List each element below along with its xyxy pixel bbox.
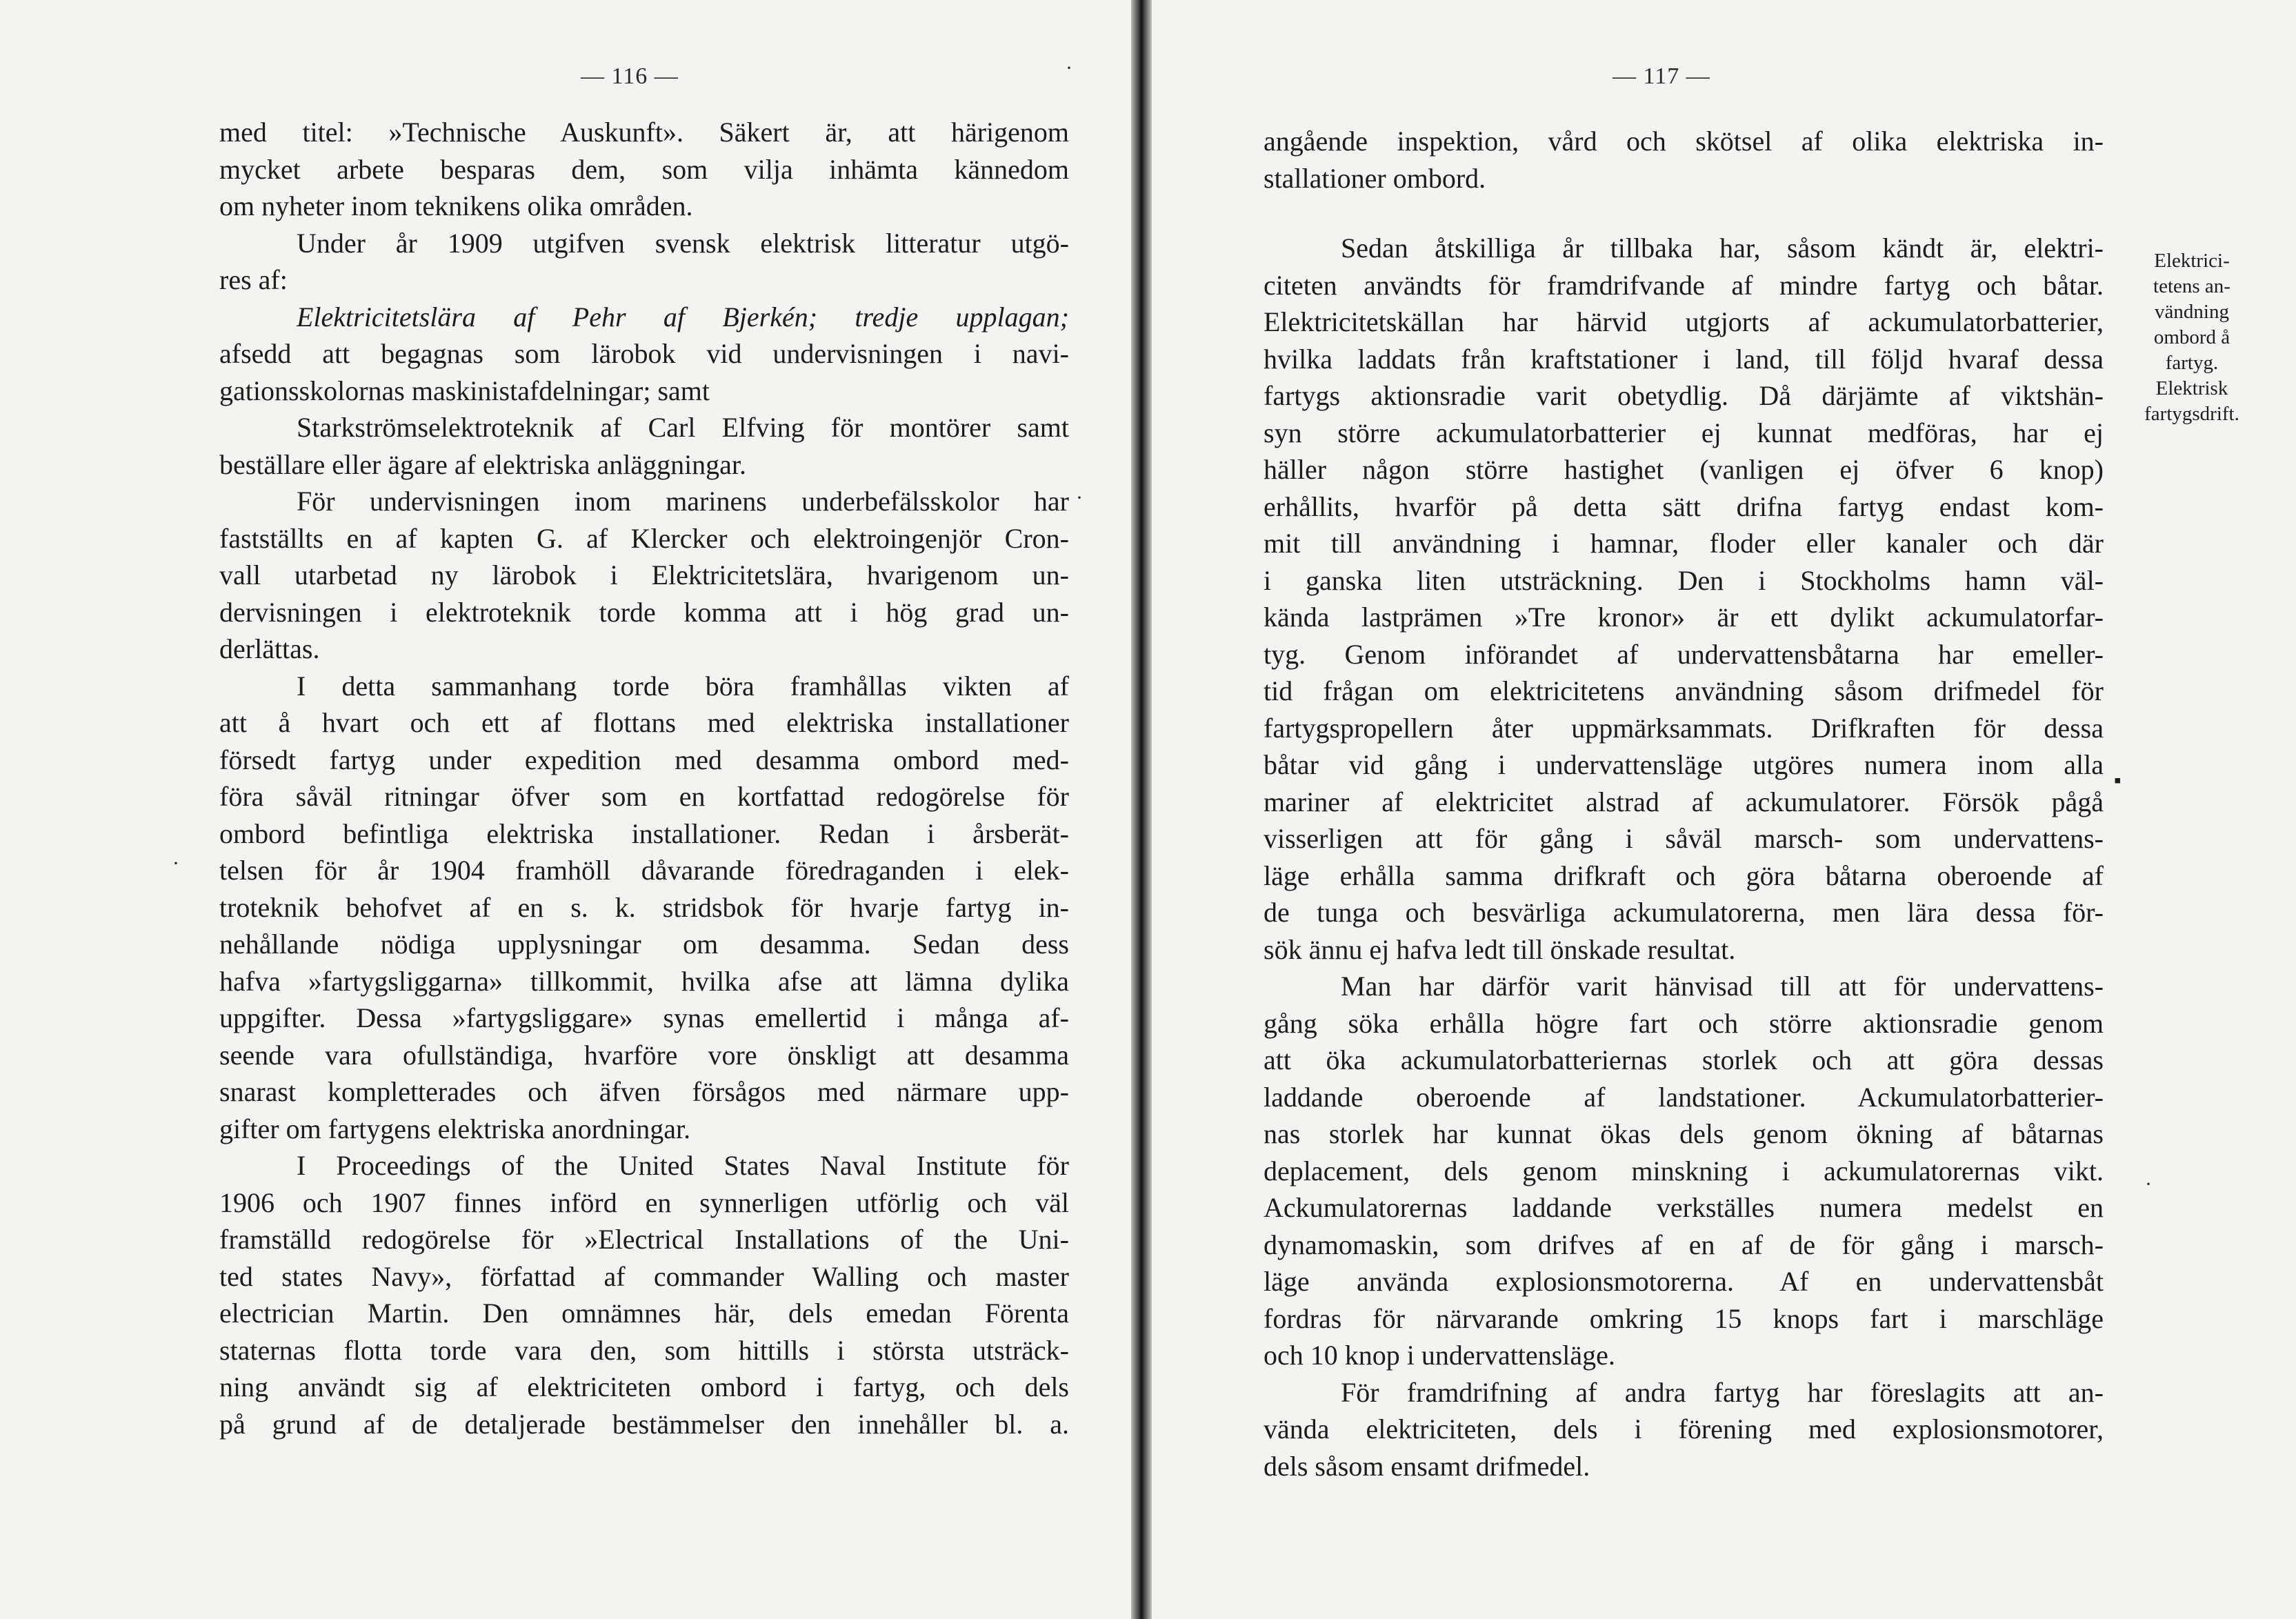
text-line xyxy=(219,299,1069,336)
right-page xyxy=(1152,0,2296,1619)
text-line: kända lastprämen »Tre kronor» är ett dylikt ackumulatorfar- xyxy=(1264,602,2104,633)
text-line: stallationer ombord. xyxy=(1264,162,1486,194)
text-line: Starkströmselektroteknik af Carl Elfving för montörer samt xyxy=(297,412,1069,443)
text-line: med titel: »Technische Auskunft». Säkert är, att härigenom xyxy=(219,117,1069,148)
text-line: 1906 och 1907 finnes införd en synnerligen utförlig och väl xyxy=(219,1186,1069,1218)
print-speck: · xyxy=(2145,1173,2152,1195)
text-line: För framdrifning af andra fartyg har föreslagits att an- xyxy=(1341,1376,2104,1408)
text-line: försedt fartyg under expedition med desamma ombord med- xyxy=(219,744,1069,775)
text-line: res af: xyxy=(219,264,288,295)
text-line: tid frågan om elektricitetens användning såsom drifmedel för xyxy=(1264,675,2104,706)
text-line: fartygs aktionsradie varit obetydlig. Då därjämte af viktshän- xyxy=(1264,380,2104,411)
text-line: ning användt sig af elektriciteten ombord i fartyg, och dels xyxy=(219,1371,1069,1402)
text-line: hafva »fartygsliggarna» tillkommit, hvilka afse att lämna dylika xyxy=(219,965,1069,997)
text-line: dervisningen i elektroteknik torde komma att i hög grad un- xyxy=(219,596,1069,628)
text-line: Elektricitetskällan har härvid utgjorts af ackumulatorbatterier, xyxy=(1264,306,2104,337)
text-line: läge använda explosionsmotorerna. Af en undervattensbåt xyxy=(1264,1266,2104,1297)
text-line: dynamomaskin, som drifves af en af de för gång i marsch- xyxy=(1264,1229,2104,1260)
print-speck: · xyxy=(1066,57,1072,79)
text-line: Ackumulatorernas laddande verkställes numera medelst en xyxy=(1264,1192,2104,1223)
text-line: att å hvart och ett af flottans med elektriska installationer xyxy=(219,707,1069,738)
text-line: båtar vid gång i undervattensläge utgöres numera inom alla xyxy=(1264,749,2104,780)
margin-note-line: fartyg. xyxy=(2165,352,2219,374)
left-page-body xyxy=(219,114,1069,1442)
text-line: visserligen att för gång i såväl marsch- som undervattens- xyxy=(1264,823,2104,854)
text-line: tyg. Genom införandet af undervattensbåtarna har emeller- xyxy=(1264,638,2104,670)
text-line: angående inspektion, vård och skötsel af olika elektriska in- xyxy=(1264,126,2104,157)
text-line: I detta sammanhang torde böra framhållas vikten af xyxy=(297,670,1069,702)
text-line: gifter om fartygens elektriska anordningar. xyxy=(219,1113,691,1144)
text-line: troteknik behofvet af en s. k. stridsbok för hvarje fartyg in- xyxy=(219,891,1069,923)
text-line: telsen för år 1904 framhöll dåvarande föredraganden i elek- xyxy=(219,855,1069,886)
text-line: ombord befintliga elektriska installationer. Redan i årsberät- xyxy=(219,817,1069,849)
text-line: Under år 1909 utgifven svensk elektrisk litteratur utgö- xyxy=(297,227,1069,259)
text-line: dels såsom ensamt drifmedel. xyxy=(1264,1450,1590,1482)
text-line: fordras för närvarande omkring 15 knops fart i marschläge xyxy=(1264,1302,2104,1334)
margin-note xyxy=(2113,248,2271,427)
text-line: läge erhålla samma drifkraft och göra båtarna oberoende af xyxy=(1264,860,2104,891)
text-line: fastställts en af kapten G. af Klercker och elektroingenjör Cron- xyxy=(219,522,1069,554)
text-line: mariner af elektricitet alstrad af ackumulatorer. Försök pågå xyxy=(1264,786,2104,817)
text-line: electrician Martin. Den omnämnes här, dels emedan Förenta xyxy=(219,1298,1069,1329)
text-line: nehållande nödiga upplysningar om desamma. Sedan dess xyxy=(219,928,1069,960)
text-line: syn större ackumulatorbatterier ej kunnat medföras, har ej xyxy=(1264,417,2104,448)
text-line-content: Elektricitetslära af Pehr af Bjerkén; tredje upplagan; xyxy=(297,301,1069,332)
text-line: deplacement, dels genom minskning i ackumulatorernas vikt. xyxy=(1264,1155,2104,1186)
text-line: staternas flotta torde vara den, som hittills i största utsträck- xyxy=(219,1334,1069,1366)
margin-note-line: ombord å xyxy=(2153,326,2230,348)
text-line: uppgifter. Dessa »fartygsliggare» synas emellertid i många af- xyxy=(219,1002,1069,1033)
text-line: fartygspropellern åter uppmärksammats. Drifkraften för dessa xyxy=(1264,712,2104,744)
print-speck: · xyxy=(1076,486,1083,509)
text-line: att öka ackumulatorbatteriernas storlek och att göra dessas xyxy=(1264,1044,2104,1075)
text-line: I Proceedings of the United States Naval Institute för xyxy=(297,1150,1069,1181)
book-gutter xyxy=(1131,0,1152,1619)
text-line: citeten användts för framdrifvande af mindre fartyg och båtar. xyxy=(1264,269,2104,301)
text-line: Sedan åtskilliga år tillbaka har, såsom kändt är, elektri- xyxy=(1341,232,2104,264)
print-speck: ▪ xyxy=(2114,769,2122,792)
right-page-number: — 117 — xyxy=(1613,63,1710,89)
text-line: vall utarbetad ny lärobok i Elektricitetslära, hvarigenom un- xyxy=(219,559,1069,590)
text-line: framställd redogörelse för »Electrical Installations of the Uni- xyxy=(219,1224,1069,1255)
margin-note-line: fartygsdrift. xyxy=(2144,403,2239,425)
text-line: vända elektriciteten, dels i förening med explosionsmotorer, xyxy=(1264,1413,2104,1444)
text-line: och 10 knop i undervattensläge. xyxy=(1264,1340,1615,1371)
left-page-number: — 116 — xyxy=(581,63,679,89)
text-line: de tunga och besvärliga ackumulatorerna, men lära dessa för- xyxy=(1264,897,2104,928)
text-line: beställare eller ägare af elektriska anläggningar. xyxy=(219,448,747,480)
text-line: sök ännu ej hafva ledt till önskade resultat. xyxy=(1264,933,1736,965)
text-line: mit till användning i hamnar, floder eller kanaler och där xyxy=(1264,528,2104,559)
text-line: För undervisningen inom marinens underbefälsskolor har xyxy=(297,486,1069,517)
text-line: derlättas. xyxy=(219,633,320,664)
margin-note-line: vändning xyxy=(2155,301,2229,323)
text-line: afsedd att begagnas som lärobok vid undervisningen i navi- xyxy=(219,338,1069,369)
text-line: snarast kompletterades och äfven försågos med närmare upp- xyxy=(219,1076,1069,1107)
text-line: i ganska liten utsträckning. Den i Stockholms hamn väl- xyxy=(1264,564,2104,596)
text-line: laddande oberoende af landstationer. Ackumulatorbatterier- xyxy=(1264,1081,2104,1113)
text-line: erhållits, hvarför på detta sätt drifna fartyg endast kom- xyxy=(1264,490,2104,522)
text-line: gationsskolornas maskinistafdelningar; samt xyxy=(219,375,710,406)
right-page-body xyxy=(1264,123,2104,1484)
text-line: seende vara ofullständiga, hvarföre vore önskligt att desamma xyxy=(219,1039,1069,1071)
margin-note-line: Elektrici- xyxy=(2154,250,2230,272)
text-line: på grund af de detaljerade bestämmelser den innehåller bl. a. xyxy=(219,1408,1069,1440)
text-line: häller någon större hastighet (vanligen ej öfver 6 knop) xyxy=(1264,454,2104,485)
left-page xyxy=(0,0,1131,1619)
text-line: Man har därför varit hänvisad till att för undervattens- xyxy=(1341,971,2104,1002)
paragraph-gap xyxy=(1264,197,2104,230)
text-line: föra såväl ritningar öfver som en kortfattad redogörelse för xyxy=(219,781,1069,812)
margin-note-line: Elektrisk xyxy=(2155,377,2228,399)
text-line: nas storlek har kunnat ökas dels genom ökning af båtarnas xyxy=(1264,1118,2104,1149)
text-line: gång söka erhålla högre fart och större aktionsradie genom xyxy=(1264,1007,2104,1039)
margin-note-line: tetens an- xyxy=(2153,275,2230,297)
text-line: hvilka laddats från kraftstationer i land, till följd hvaraf dessa xyxy=(1264,343,2104,375)
print-speck: · xyxy=(172,852,179,875)
text-line: om nyheter inom teknikens olika områden. xyxy=(219,190,693,221)
text-line: mycket arbete besparas dem, som vilja inhämta kännedom xyxy=(219,153,1069,185)
text-line: ted states Navy», författad af commander Walling och master xyxy=(219,1260,1069,1292)
